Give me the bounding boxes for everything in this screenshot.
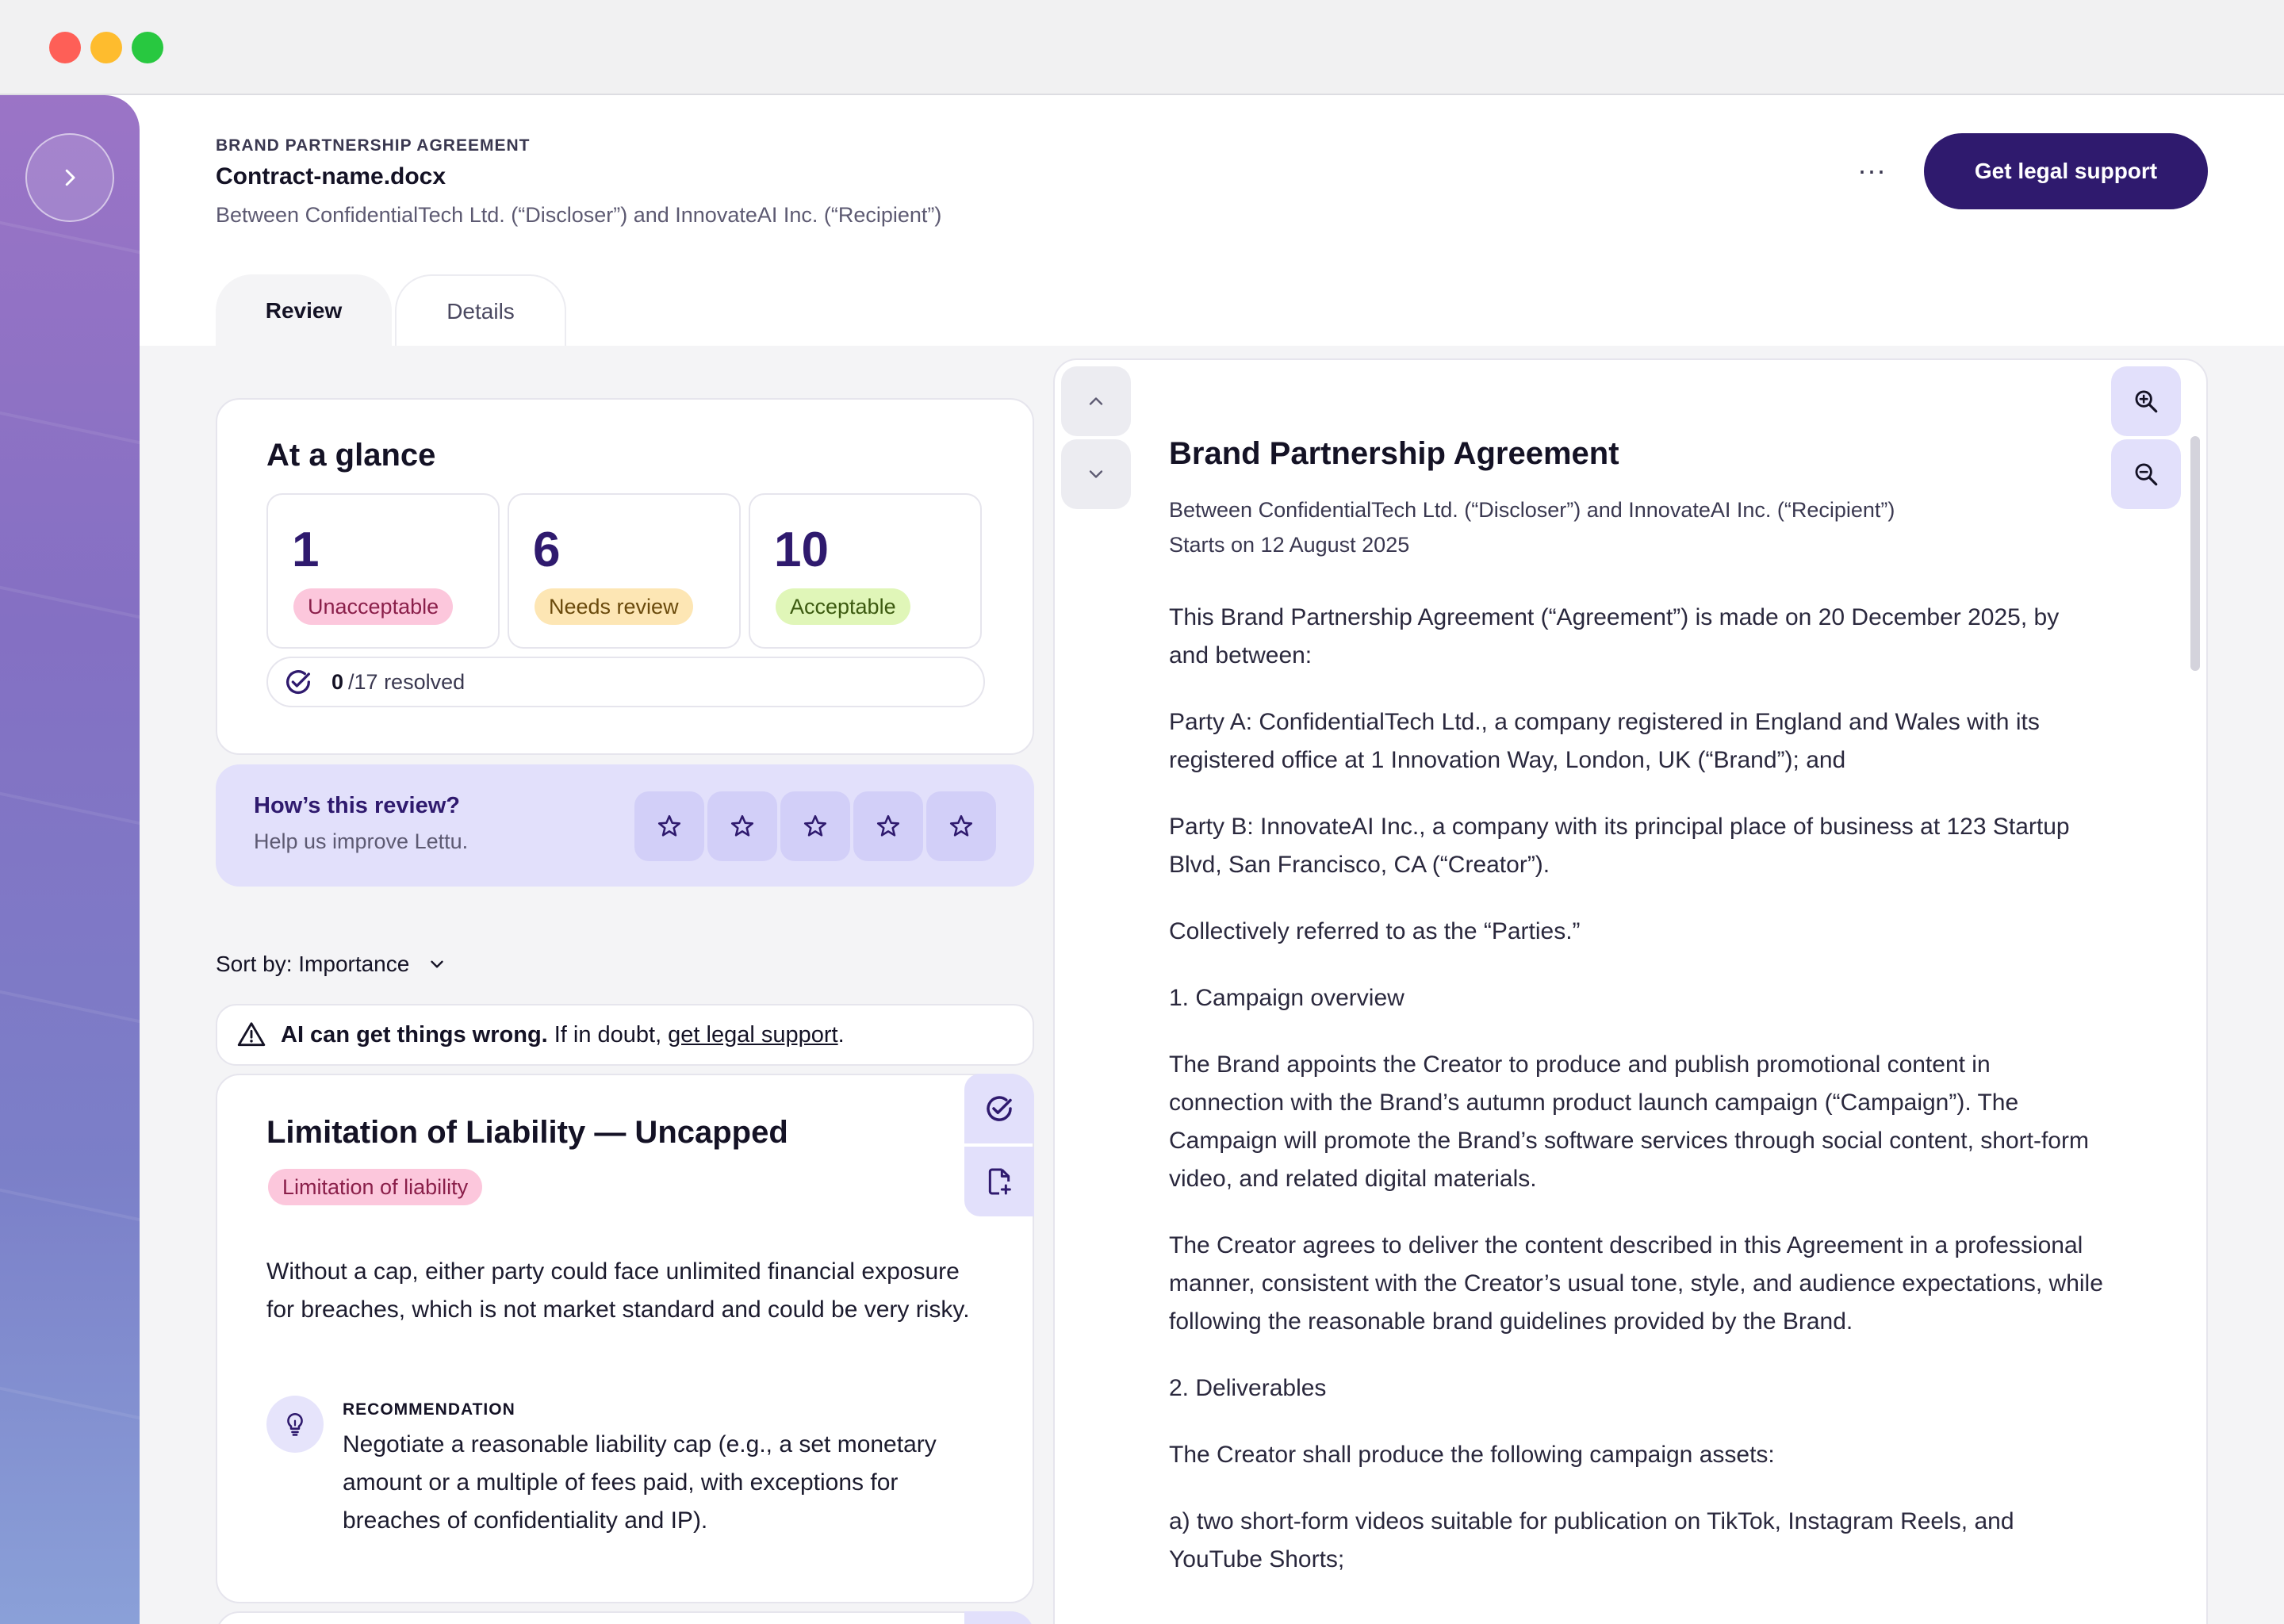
- sort-label: Sort by: Importance: [216, 952, 410, 976]
- document-start-date: Starts on 12 August 2025: [1169, 533, 1410, 557]
- more-options-button[interactable]: ···: [1857, 154, 1886, 186]
- recommendation-label: RECOMMENDATION: [343, 1400, 515, 1419]
- stat-count: 6: [533, 523, 561, 577]
- status-badge: Unacceptable: [293, 588, 453, 625]
- document-paragraph: Party B: InnovateAI Inc., a company with its principal place of business at 123 Startup Blvd, San Francisco, CA (“Creator”).: [1169, 814, 2070, 878]
- review-feedback-card: [216, 764, 1034, 887]
- check-circle-icon: [983, 1092, 1016, 1125]
- issue-card[interactable]: [216, 1074, 1034, 1603]
- document-paragraph: The Brand appoints the Creator to produce and publish promotional content in connection with the Brand’s autumn product launch campaign (“Campaign”). The Campaign will promote the Brand’s software services through social content, short-form video, and related digital materials.: [1169, 1051, 2089, 1192]
- close-window-button[interactable]: [49, 32, 81, 63]
- issue-title: Limitation of Liability — Uncapped: [266, 1115, 788, 1150]
- document-paragraph: The Creator agrees to deliver the content described in this Agreement in a professional manner, consistent with the Creator’s usual tone, style, and audience expectations, while following the reasonable brand guidelines provided by the Brand.: [1169, 1232, 2103, 1335]
- zoom-in-button[interactable]: [2111, 366, 2181, 436]
- next-issue-card[interactable]: [216, 1611, 1034, 1624]
- tab-details[interactable]: Details: [395, 274, 566, 347]
- document-section-heading: 1. Campaign overview: [1169, 985, 1405, 1011]
- recommendation-text: Negotiate a reasonable liability cap (e.g., a set monetary amount or a multiple of fees paid, with exceptions for breaches of confidentiality and IP).: [343, 1431, 937, 1534]
- document-parties-line: Between ConfidentialTech Ltd. (“Discloser”) and InnovateAI Inc. (“Recipient”): [1169, 498, 1895, 522]
- stat-needs-review[interactable]: [508, 493, 741, 649]
- lightbulb-icon: [282, 1411, 308, 1438]
- document-paragraph: This Brand Partnership Agreement (“Agreement”) is made on 20 December 2025, by and between:: [1169, 604, 2060, 668]
- star-button-2[interactable]: [707, 791, 777, 861]
- maximize-window-button[interactable]: [132, 32, 163, 63]
- sort-dropdown[interactable]: [216, 952, 447, 977]
- resolved-progress: [266, 657, 985, 707]
- stat-unacceptable[interactable]: [266, 493, 500, 649]
- feedback-subtitle: Help us improve Lettu.: [254, 829, 469, 853]
- stat-count: 10: [774, 523, 829, 577]
- sidebar-expand-button[interactable]: [25, 133, 114, 222]
- status-badge: Needs review: [535, 588, 693, 625]
- sidebar: [0, 95, 140, 1624]
- star-icon: [802, 813, 829, 840]
- file-add-icon: [983, 1166, 1015, 1197]
- zoom-out-button[interactable]: [2111, 439, 2181, 509]
- next-issue-button[interactable]: [1061, 439, 1131, 509]
- document-section-heading: 2. Deliverables: [1169, 1375, 1327, 1401]
- document-paragraph: Collectively referred to as the “Parties.”: [1169, 918, 1581, 944]
- previous-issue-button[interactable]: [1061, 366, 1131, 436]
- star-button-1[interactable]: [634, 791, 704, 861]
- star-icon: [875, 813, 902, 840]
- star-icon: [656, 813, 683, 840]
- disclaimer-bold: AI can get things wrong.: [281, 1021, 548, 1048]
- star-button-5[interactable]: [926, 791, 996, 861]
- add-to-document-button[interactable]: [964, 1147, 1034, 1216]
- document-type-label: BRAND PARTNERSHIP AGREEMENT: [216, 136, 531, 155]
- issue-actions: [964, 1074, 1034, 1220]
- feedback-question: How’s this review?: [254, 793, 460, 818]
- warning-icon: [236, 1020, 266, 1050]
- get-legal-support-button[interactable]: Get legal support: [1924, 133, 2208, 209]
- document-viewer: [1053, 358, 2208, 1624]
- stat-count: 1: [292, 523, 320, 577]
- at-a-glance-card: [216, 398, 1034, 755]
- zoom-in-icon: [2133, 388, 2159, 415]
- document-parties: Between ConfidentialTech Ltd. (“Discloser”) and InnovateAI Inc. (“Recipient”): [216, 203, 942, 227]
- star-icon: [729, 813, 756, 840]
- disclaimer-text: If in doubt,: [554, 1021, 662, 1048]
- issue-description: Without a cap, either party could face unlimited financial exposure for breaches, which is not market standard and could be very risky.: [266, 1258, 970, 1323]
- document-scrollbar[interactable]: [2190, 436, 2200, 671]
- window-titlebar: [0, 0, 2284, 95]
- issue-category-badge: Limitation of liability: [268, 1169, 482, 1205]
- recommendation-icon-wrap: [266, 1396, 324, 1453]
- get-legal-support-link[interactable]: get legal support: [668, 1021, 838, 1048]
- document-title: Brand Partnership Agreement: [1169, 436, 1619, 471]
- chevron-up-icon: [1085, 390, 1107, 412]
- stat-acceptable[interactable]: [749, 493, 982, 649]
- star-rating: [634, 791, 996, 861]
- star-button-3[interactable]: [780, 791, 850, 861]
- resolved-count: 0: [331, 669, 344, 694]
- tab-review[interactable]: Review: [216, 274, 392, 347]
- zoom-out-icon: [2133, 461, 2159, 488]
- at-a-glance-title: At a glance: [266, 438, 436, 473]
- chevron-right-icon: [58, 166, 82, 190]
- mark-resolved-button[interactable]: [964, 1074, 1034, 1143]
- disclaimer-end: .: [837, 1021, 845, 1048]
- chevron-down-icon: [1085, 463, 1107, 485]
- resolved-total: /17 resolved: [348, 669, 466, 694]
- star-icon: [948, 813, 975, 840]
- document-paragraph: The Creator shall produce the following campaign assets:: [1169, 1442, 1775, 1468]
- document-paragraph: Party A: ConfidentialTech Ltd., a company registered in England and Wales with its registered office at 1 Innovation Way, London, UK (“Brand”); and: [1169, 709, 2040, 773]
- star-button-4[interactable]: [853, 791, 923, 861]
- check-circle-icon: [282, 666, 314, 698]
- document-filename: Contract-name.docx: [216, 163, 446, 190]
- document-paragraph: a) two short-form videos suitable for publication on TikTok, Instagram Reels, and YouTube Shorts;: [1169, 1508, 2014, 1572]
- chevron-down-icon: [427, 954, 447, 975]
- ai-disclaimer-banner: [216, 1004, 1034, 1066]
- document-body: [1169, 436, 2105, 1607]
- document-paragraphs: [1169, 599, 2105, 1579]
- minimize-window-button[interactable]: [90, 32, 122, 63]
- status-badge: Acceptable: [776, 588, 910, 625]
